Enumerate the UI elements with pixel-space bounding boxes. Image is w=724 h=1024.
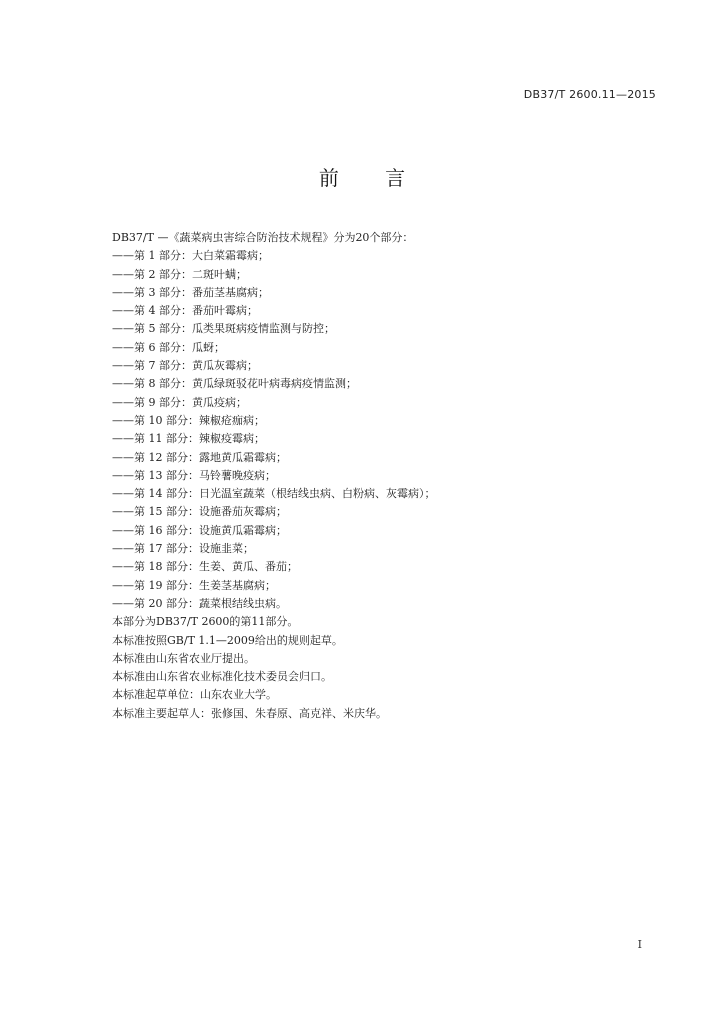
part-list-item: ——第 15 部分：设施番茄灰霉病； [112,505,287,519]
part-list-item: ——第 11 部分：辣椒疫霉病； [112,432,265,446]
part-list-item: ——第 3 部分：番茄茎基腐病； [112,285,269,299]
part-list-item: ——第 9 部分：黄瓜疫病； [112,395,247,409]
part-list-item: ——第 20 部分：蔬菜根结线虫病。 [112,596,287,610]
part-list-item: ——第 18 部分：生姜、黄瓜、番茄； [112,560,298,574]
note-line: 本标准由山东省农业标准化技术委员会归口。 [112,670,332,684]
part-list-item: ——第 1 部分：大白菜霜霉病； [112,249,269,263]
intro-line: DB37/T —《蔬菜病虫害综合防治技术规程》分为20个部分： [112,231,414,244]
part-list-item: ——第 19 部分：生姜茎基腐病； [112,578,276,592]
part-list-item: ——第 13 部分：马铃薯晚疫病； [112,468,276,482]
part-list-item: ——第 16 部分：设施黄瓜霜霉病； [112,523,287,537]
part-list-item: ——第 4 部分：番茄叶霉病； [112,304,258,318]
foreword-body [112,229,672,723]
part-list-item: ——第 7 部分：黄瓜灰霉病； [112,359,258,373]
page-number: I [637,938,642,951]
part-list-item: ——第 5 部分：瓜类果斑病疫情监测与防控； [112,322,335,336]
part-list-item: ——第 10 部分：辣椒疮痂病； [112,413,265,427]
document-code: DB37/T 2600.11—2015 [523,88,656,101]
part-list-item: ——第 2 部分：二斑叶螨； [112,267,247,281]
note-line: 本标准起草单位：山东农业大学。 [112,688,277,702]
note-line: 本标准由山东省农业厅提出。 [112,651,255,665]
part-list-item: ——第 17 部分：设施韭菜； [112,542,254,556]
note-line: 本标准主要起草人：张修国、朱春原、高克祥、米庆华。 [112,706,387,720]
part-list-item: ——第 14 部分：日光温室蔬菜（根结线虫病、白粉病、灰霉病）； [112,487,436,501]
note-line: 本部分为DB37/T 2600的第11部分。 [112,615,299,629]
note-line: 本标准按照GB/T 1.1—2009给出的规则起草。 [112,633,343,647]
part-list-item: ——第 8 部分：黄瓜绿斑驳花叶病毒病疫情监测； [112,377,357,391]
part-list-item: ——第 12 部分：露地黄瓜霜霉病； [112,450,287,464]
part-list-item: ——第 6 部分：瓜蚜； [112,340,225,354]
page-title: 前 言 [318,166,426,190]
